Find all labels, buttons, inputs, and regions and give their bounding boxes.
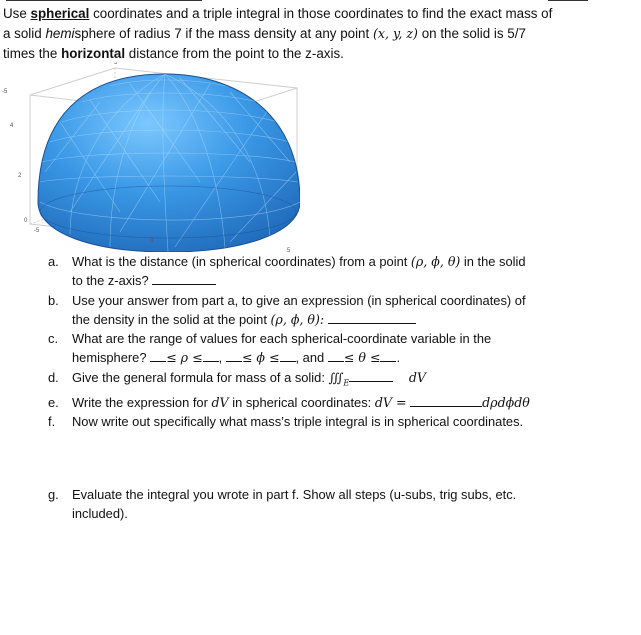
answer-blank-b[interactable]	[328, 311, 416, 324]
theta-lower-blank[interactable]	[328, 349, 344, 362]
horizontal-keyword: horizontal	[61, 46, 126, 61]
rho-lower-blank[interactable]	[150, 349, 166, 362]
question-g-letter: g.	[48, 487, 59, 502]
tick-top: 5	[114, 62, 118, 66]
question-b-letter: b.	[48, 292, 59, 308]
question-e: e. Write the expression for dV in spherical coordinates: dV = dρdϕdθ	[48, 393, 633, 412]
intro-line-2: a solid hemisphere of radius 7 if the mass density at any point (x, y, z) on the solid is 5/7	[3, 26, 526, 41]
question-a: a. What is the distance (in spherical coordinates) from a point (ρ, ϕ, θ) in the solid to the z-axis?	[48, 252, 633, 291]
hemisphere-surface	[38, 74, 300, 252]
question-d-letter: d.	[48, 369, 59, 385]
question-e-letter: e.	[48, 394, 59, 410]
tick-left-2: 2	[18, 173, 22, 179]
answer-blank-a[interactable]	[152, 272, 216, 285]
tick-bottom-mid: 0	[150, 238, 154, 244]
tick-bottom-right: 5	[287, 248, 291, 252]
rho-upper-blank[interactable]	[203, 349, 219, 362]
tick-bottom-left: -5	[34, 228, 40, 234]
hemisphere-plot	[0, 62, 300, 252]
tick-left-4: 4	[10, 123, 14, 129]
phi-upper-blank[interactable]	[280, 349, 296, 362]
question-f-letter: f.	[48, 413, 56, 429]
question-c: c. What are the range of values for each spherical-coordinate variable in the hemisphere? ≤ ρ ≤ , ≤ ϕ ≤ , and ≤ θ ≤ .	[48, 329, 633, 368]
question-a-letter: a.	[48, 254, 59, 269]
intro-line-1: Use spherical coordinates and a triple integral in those coordinates to find the exact mass of	[3, 6, 553, 21]
point-xyz: (x, y, z)	[372, 26, 418, 41]
question-g: g. Evaluate the integral you wrote in part f. Show all steps (u-subs, trig subs, etc. included).	[48, 485, 633, 524]
tick-left-top: -5	[2, 89, 8, 95]
phi-lower-blank[interactable]	[226, 349, 242, 362]
spherical-keyword: spherical	[30, 6, 90, 21]
problem-statement	[3, 4, 635, 64]
tick-left-0: 0	[24, 218, 28, 224]
question-list	[48, 252, 633, 431]
header-rule-right	[548, 0, 588, 1]
question-c-letter: c.	[48, 331, 59, 347]
question-d: d. Give the general formula for mass of a solid: $∭_E$ dV	[48, 368, 633, 393]
theta-upper-blank[interactable]	[380, 349, 396, 362]
question-f: f. Now write out specifically what mass’s triple integral is in spherical coordinates.	[48, 412, 633, 431]
intro-line-3: times the horizontal distance from the point to the z-axis.	[3, 46, 344, 61]
header-rule-left	[6, 0, 202, 1]
answer-blank-d[interactable]	[349, 369, 393, 382]
answer-blank-e[interactable]	[410, 394, 482, 407]
dome-shape	[38, 74, 300, 252]
hemisphere-figure	[0, 62, 300, 252]
question-b: b. Use your answer from part a, to give an expression (in spherical coordinates) of the density in the solid at the point (ρ, ϕ, θ):	[48, 291, 633, 330]
triple-integral-symbol: ∭	[328, 369, 344, 385]
